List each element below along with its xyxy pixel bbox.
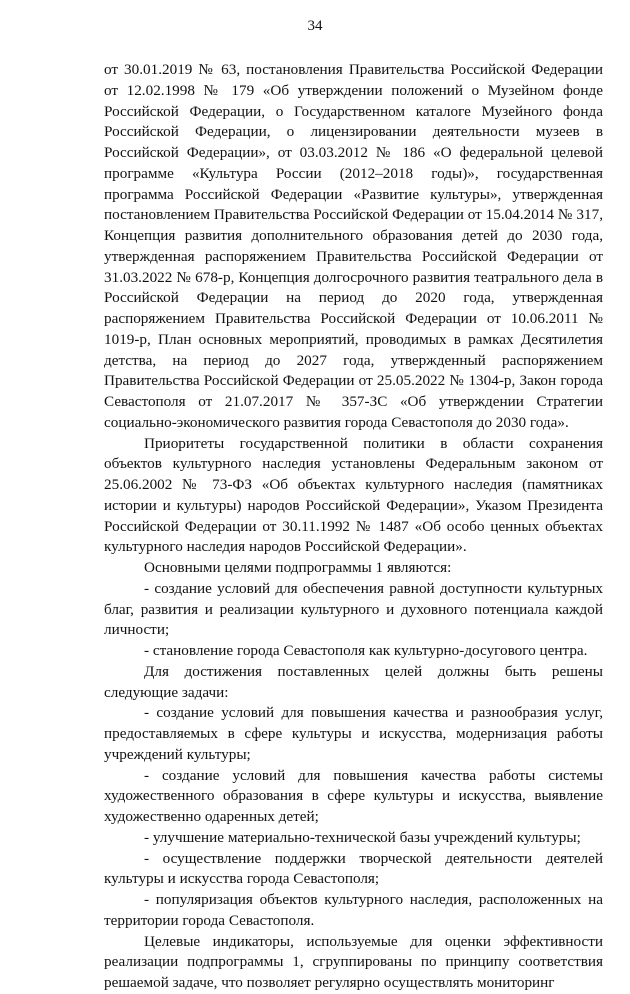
goal-item: - становление города Севастополя как культурно-досугового центра. [144, 642, 588, 659]
page-number: 34 [307, 18, 323, 34]
paragraph-target-indicators: Целевые индикаторы, используемые для оценки эффективности реализации подпрограммы 1, сгруппированы по принципу соответствия решаемой задаче, что позволяет регулярно осуществлять мониторинг [104, 932, 603, 991]
task-item: - осуществление поддержки творческой деятельности деятелей культуры и искусства города Севастополя; [104, 849, 603, 888]
paragraph-legal-basis-continuation: от 30.01.2019 № 63, постановления Правительства Российской Федерации от 12.02.1998 № 179 «Об утверждении положений о Музейном фонде Российской Федерации, о Государственном каталоге Музейного фонда Российской Федерации, о лицензировании деятельности музеев в Российской Федерации», от 03.03.2012 № 186 «О федеральной целевой программе «Культура России (2012–2018 годы)», государственная программа Российской Федерации «Развитие культуры», утвержденная постановлением Правительства Российской Федерации от 15.04.2014 № 317, Концепция развития дополнительного образования детей до 2030 года, утвержденная распоряжением Правительства Российской Федерации от 31.03.2022 № 678-р, Концепция долгосрочного развития театрального дела в Российской Федерации на период до 2020 года, утвержденная распоряжением Правительства Российской Федерации от 10.06.2011 № 1019-р, План основных мероприятий, проводимых в рамках Десятилетия детства, на период до 2027 года, утвержденный распоряжением Правительства Российской Федерации от 25.05.2022 № 1304-р, Закон города Севастополя от 21.07.2017 № 357-ЗС «Об утверждении Стратегии социально-экономического развития города Севастополя до 2030 года». [104, 61, 603, 431]
goal-item: - создание условий для обеспечения равной доступности культурных благ, развития и реализации культурного и духовного потенциала каждой личности; [104, 579, 603, 639]
task-item: - улучшение материально-технической базы учреждений культуры; [144, 828, 581, 846]
task-item: - популяризация объектов культурного наследия, расположенных на территории города Севастополя. [104, 891, 603, 929]
task-item: - создание условий для повышения качества работы системы художественного образования в сфере культуры и искусства, выявление художественно одаренных детей; [104, 766, 603, 825]
task-item: - создание условий для повышения качества и разнообразия услуг, предоставляемых в сфере культуры и искусства, модернизация работы учреждений культуры; [104, 704, 603, 763]
paragraph-goals-intro: Основными целями подпрограммы 1 являются: [144, 559, 452, 576]
paragraph-tasks-intro: Для достижения поставленных целей должны быть решены следующие задачи: [104, 662, 603, 701]
paragraph-heritage-priorities: Приоритеты государственной политики в области сохранения объектов культурного наследия установлены Федеральным законом от 25.06.2002 № 73-ФЗ «Об объектах культурного наследия (памятниках истории и культуры) народов Российской Федерации», Указом Президента Российской Федерации от 30.11.1992 № 1487 «Об особо ценных объектах культурного наследия народов Российской Федерации». [104, 434, 603, 556]
document-body [104, 60, 603, 994]
